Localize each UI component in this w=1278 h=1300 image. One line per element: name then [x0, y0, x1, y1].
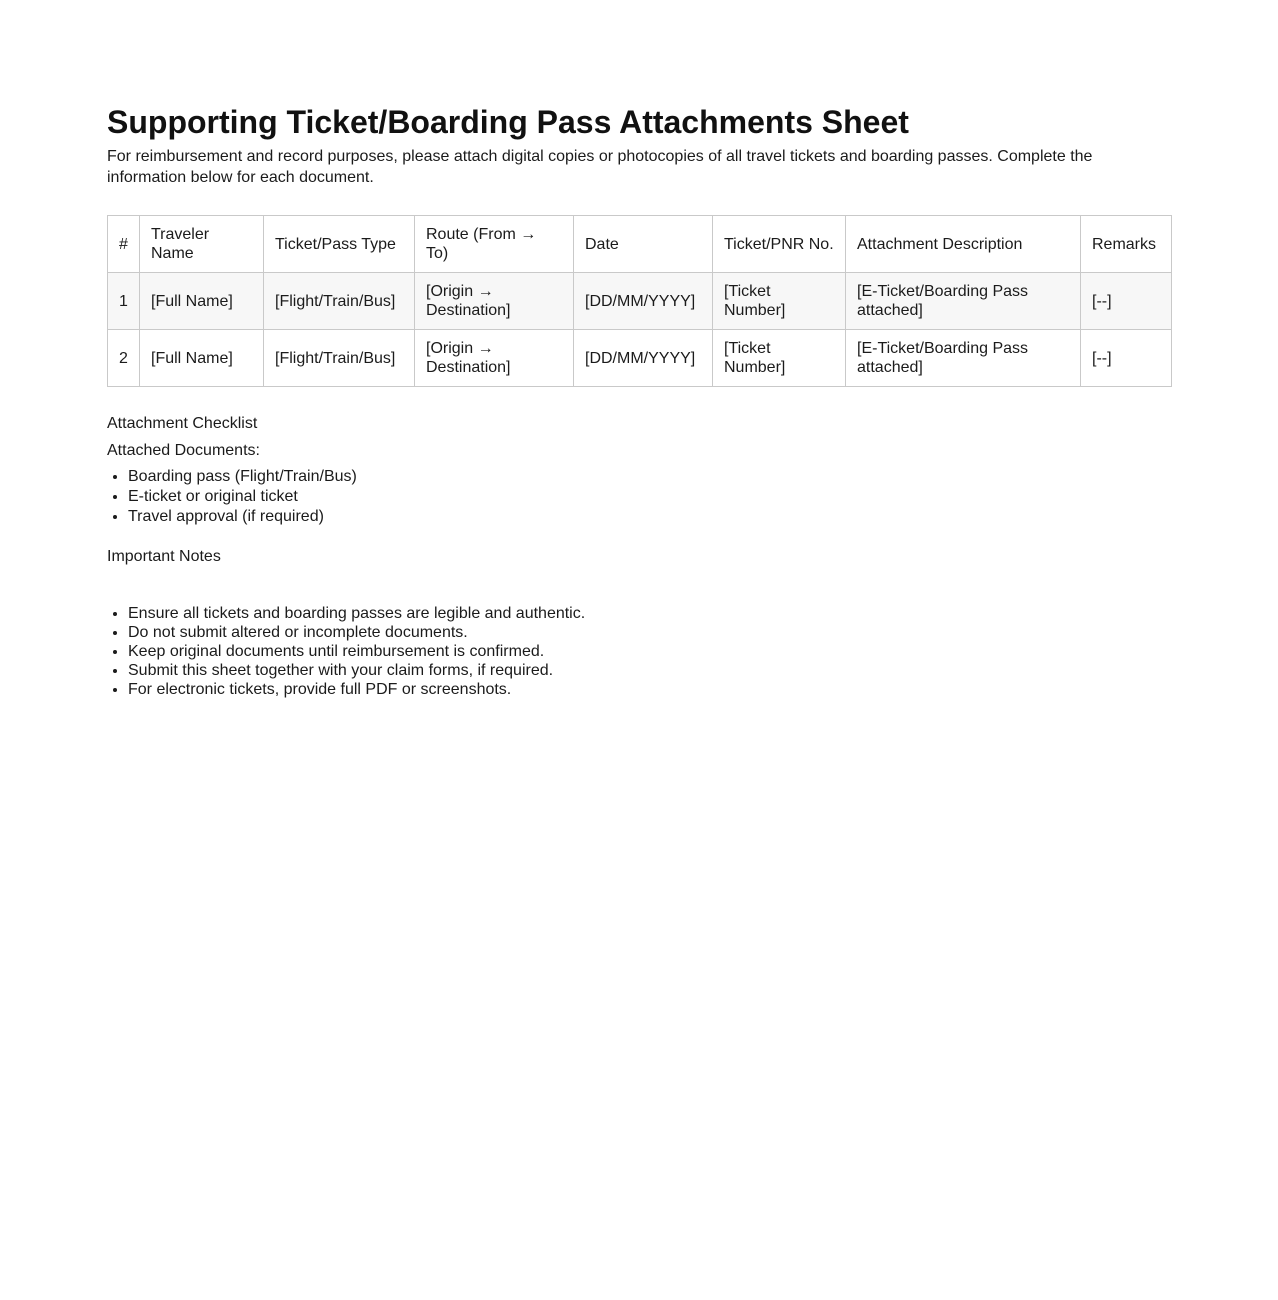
header-attachment-description: Attachment Description: [846, 216, 1081, 273]
header-remarks: Remarks: [1081, 216, 1172, 273]
header-number: #: [108, 216, 140, 273]
header-traveler-name: Traveler Name: [140, 216, 264, 273]
table-row: [108, 330, 1172, 387]
cell-route: [Origin → Destination]: [415, 330, 574, 387]
cell-ticket-pnr-no: [Ticket Number]: [713, 330, 846, 387]
cell-traveler-name: [Full Name]: [140, 330, 264, 387]
notes-heading: Important Notes: [107, 548, 221, 565]
header-route: Route (From → To): [415, 216, 574, 273]
header-ticket-pnr-no: Ticket/PNR No.: [713, 216, 846, 273]
note-item: • Submit this sheet together with your claim forms, if required.: [128, 661, 1171, 680]
cell-ticket-pnr-no: [Ticket Number]: [713, 273, 846, 330]
cell-route: [Origin → Destination]: [415, 273, 574, 330]
attachments-table: [107, 215, 1172, 387]
header-ticket-pass-type: Ticket/Pass Type: [264, 216, 415, 273]
cell-ticket-pass-type: [Flight/Train/Bus]: [264, 330, 415, 387]
cell-remarks: [--]: [1081, 273, 1172, 330]
cell-attachment-description: [E-Ticket/Boarding Pass attached]: [846, 273, 1081, 330]
cell-row-number: 1: [108, 273, 140, 330]
cell-ticket-pass-type: [Flight/Train/Bus]: [264, 273, 415, 330]
cell-attachment-description: [E-Ticket/Boarding Pass attached]: [846, 330, 1081, 387]
table-header-row: [108, 216, 1172, 273]
document-page: [107, 0, 1171, 699]
checklist-heading: Attachment Checklist: [107, 415, 258, 432]
note-item: • Do not submit altered or incomplete documents.: [128, 623, 1171, 642]
checklist-item: • E-ticket or original ticket: [128, 487, 1171, 507]
checklist-item: • Boarding pass (Flight/Train/Bus): [128, 467, 1171, 487]
cell-date: [DD/MM/YYYY]: [574, 273, 713, 330]
page-title: Supporting Ticket/Boarding Pass Attachments Sheet: [107, 104, 909, 140]
table-row: [108, 273, 1172, 330]
intro-text: For reimbursement and record purposes, please attach digital copies or photocopies of all travel tickets and boarding passes. Complete the information below for each document.: [107, 148, 1093, 186]
checklist-item: • Travel approval (if required): [128, 507, 1171, 527]
cell-row-number: 2: [108, 330, 140, 387]
cell-remarks: [--]: [1081, 330, 1172, 387]
note-item: • Keep original documents until reimbursement is confirmed.: [128, 642, 1171, 661]
note-item: • Ensure all tickets and boarding passes are legible and authentic.: [128, 604, 1171, 623]
checklist-list: [107, 467, 1171, 527]
header-date: Date: [574, 216, 713, 273]
note-item: • For electronic tickets, provide full PDF or screenshots.: [128, 680, 1171, 699]
cell-date: [DD/MM/YYYY]: [574, 330, 713, 387]
checklist-subheading: Attached Documents:: [107, 442, 260, 459]
cell-traveler-name: [Full Name]: [140, 273, 264, 330]
notes-list: [107, 604, 1171, 699]
